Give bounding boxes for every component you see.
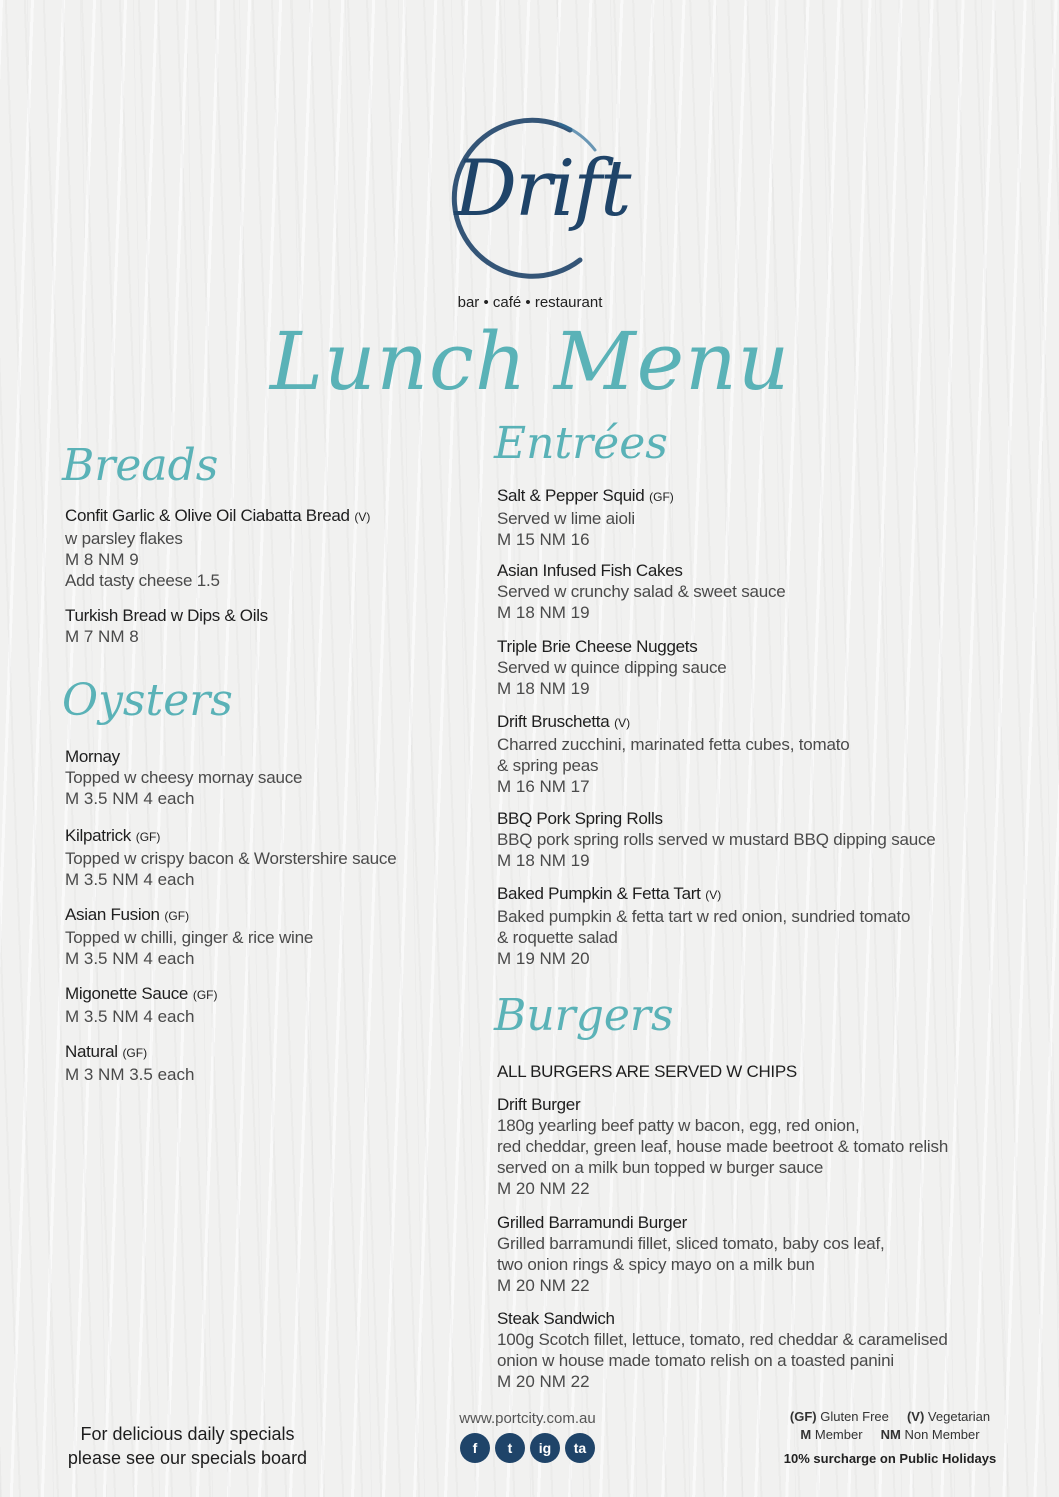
legend-nm-code: NM	[880, 1427, 901, 1442]
item-name: Confit Garlic & Olive Oil Ciabatta Bread	[65, 506, 350, 525]
item-desc-2: two onion rings & spicy mayo on a milk bun	[497, 1255, 815, 1274]
footer-contact	[440, 1410, 615, 1463]
item-price: M 18 NM 19	[497, 603, 590, 622]
menu-item	[65, 746, 302, 809]
oysters-heading: Oysters	[62, 675, 233, 726]
specials-note	[60, 1422, 315, 1470]
legend-m: Member	[814, 1427, 863, 1442]
legend-v: Vegetarian	[927, 1409, 991, 1424]
menu-item	[65, 825, 396, 890]
item-desc: Charred zucchini, marinated fetta cubes, tomato	[497, 735, 850, 754]
item-name: Drift Burger	[497, 1095, 581, 1114]
drift-logo	[420, 110, 640, 310]
logo-tagline: bar • café • restaurant	[457, 294, 603, 311]
item-desc-2: & roquette salad	[497, 928, 618, 947]
item-desc: 100g Scotch fillet, lettuce, tomato, red cheddar & caramelised	[497, 1330, 948, 1349]
item-desc-2: red cheddar, green leaf, house made beetroot & tomato relish	[497, 1137, 949, 1156]
item-price: M 3.5 NM 4 each	[65, 949, 195, 968]
item-price: M 3.5 NM 4 each	[65, 789, 195, 808]
item-desc: Served w crunchy salad & sweet sauce	[497, 582, 786, 601]
legend-nm: Non Member	[904, 1427, 980, 1442]
specials-line-1: For delicious daily specials	[80, 1424, 295, 1444]
item-name: Salt & Pepper Squid	[497, 486, 645, 505]
item-price: M 8 NM 9	[65, 550, 139, 569]
social-links	[440, 1433, 615, 1463]
menu-item	[65, 605, 268, 647]
website-link[interactable]: www.portcity.com.au	[459, 1410, 596, 1427]
item-tag: (GF)	[122, 1046, 148, 1060]
menu-item	[65, 1041, 194, 1085]
twitter-icon[interactable]: t	[495, 1433, 525, 1463]
menu-item	[497, 1094, 948, 1199]
item-price: M 20 NM 22	[497, 1372, 590, 1391]
item-name: Mornay	[65, 747, 120, 766]
item-price: M 16 NM 17	[497, 777, 590, 796]
item-desc: Baked pumpkin & fetta tart w red onion, sundried tomato	[497, 907, 911, 926]
item-name: Asian Fusion	[65, 905, 160, 924]
item-tag: (GF)	[135, 830, 161, 844]
item-name: Kilpatrick	[65, 826, 131, 845]
menu-item	[497, 560, 786, 623]
item-desc-3: served on a milk bun topped w burger sauce	[497, 1158, 824, 1177]
breads-heading: Breads	[62, 440, 219, 491]
item-tag: (GF)	[649, 490, 674, 504]
item-price: M 18 NM 19	[497, 851, 590, 870]
item-tag: (GF)	[164, 909, 190, 923]
entrees-heading: Entrées	[494, 418, 668, 469]
legend	[775, 1408, 1005, 1468]
item-name: Baked Pumpkin & Fetta Tart	[497, 884, 701, 903]
burgers-heading: Burgers	[494, 990, 674, 1041]
item-desc-2: onion w house made tomato relish on a toasted panini	[497, 1351, 894, 1370]
legend-v-code: (V)	[906, 1409, 925, 1424]
menu-item	[65, 983, 217, 1027]
item-price: M 3 NM 3.5 each	[65, 1065, 195, 1084]
item-name: Turkish Bread w Dips & Oils	[65, 606, 268, 625]
item-name: BBQ Pork Spring Rolls	[497, 809, 663, 828]
menu-item	[65, 505, 370, 591]
item-name: Grilled Barramundi Burger	[497, 1213, 687, 1232]
item-price: M 20 NM 22	[497, 1276, 590, 1295]
legend-gf: Gluten Free	[820, 1409, 889, 1424]
menu-item	[497, 808, 936, 871]
item-name: Migonette Sauce	[65, 984, 189, 1003]
menu-item	[497, 485, 674, 550]
item-price: M 20 NM 22	[497, 1179, 590, 1198]
item-name: Triple Brie Cheese Nuggets	[497, 637, 698, 656]
item-desc: Topped w cheesy mornay sauce	[65, 768, 303, 787]
tripadvisor-icon[interactable]: ta	[565, 1433, 595, 1463]
item-desc: 180g yearling beef patty w bacon, egg, red onion,	[497, 1116, 860, 1135]
item-extra: Add tasty cheese 1.5	[65, 571, 220, 590]
surcharge-note: 10% surcharge on Public Holidays	[783, 1451, 997, 1466]
menu-item	[497, 636, 727, 699]
menu-item	[497, 1212, 885, 1296]
logo-wordmark: Drift	[454, 144, 630, 234]
item-desc: Served w lime aioli	[497, 509, 635, 528]
instagram-icon[interactable]: ig	[530, 1433, 560, 1463]
menu-item	[497, 1308, 948, 1392]
legend-gf-code: (GF)	[789, 1409, 817, 1424]
item-tag: (V)	[354, 510, 371, 524]
facebook-icon[interactable]: f	[460, 1433, 490, 1463]
item-name: Drift Bruschetta	[497, 712, 610, 731]
item-name: Natural	[65, 1042, 118, 1061]
item-name: Steak Sandwich	[497, 1309, 615, 1328]
item-tag: (V)	[614, 716, 631, 730]
item-tag: (GF)	[192, 988, 218, 1002]
item-desc: BBQ pork spring rolls served w mustard BBQ dipping sauce	[497, 830, 936, 849]
page-title: Lunch Menu	[269, 315, 791, 408]
item-desc: Grilled barramundi fillet, sliced tomato, baby cos leaf,	[497, 1234, 885, 1253]
item-desc: Topped w chilli, ginger & rice wine	[65, 928, 314, 947]
menu-item	[497, 711, 850, 797]
item-price: M 3.5 NM 4 each	[65, 870, 195, 889]
item-name: Asian Infused Fish Cakes	[497, 561, 683, 580]
item-price: M 7 NM 8	[65, 627, 139, 646]
item-price: M 3.5 NM 4 each	[65, 1007, 195, 1026]
item-price: M 19 NM 20	[497, 949, 590, 968]
specials-line-2: please see our specials board	[67, 1448, 308, 1468]
menu-item	[65, 904, 313, 969]
item-desc: w parsley flakes	[65, 529, 183, 548]
item-price: M 18 NM 19	[497, 679, 590, 698]
item-desc-2: & spring peas	[497, 756, 599, 775]
menu-item	[497, 883, 910, 969]
item-desc: Served w quince dipping sauce	[497, 658, 727, 677]
burgers-note: ALL BURGERS ARE SERVED W CHIPS	[497, 1062, 797, 1081]
item-tag: (V)	[705, 888, 722, 902]
item-price: M 15 NM 16	[497, 530, 590, 549]
item-desc: Topped w crispy bacon & Worstershire sauce	[65, 849, 397, 868]
legend-m-code: M	[800, 1427, 812, 1442]
